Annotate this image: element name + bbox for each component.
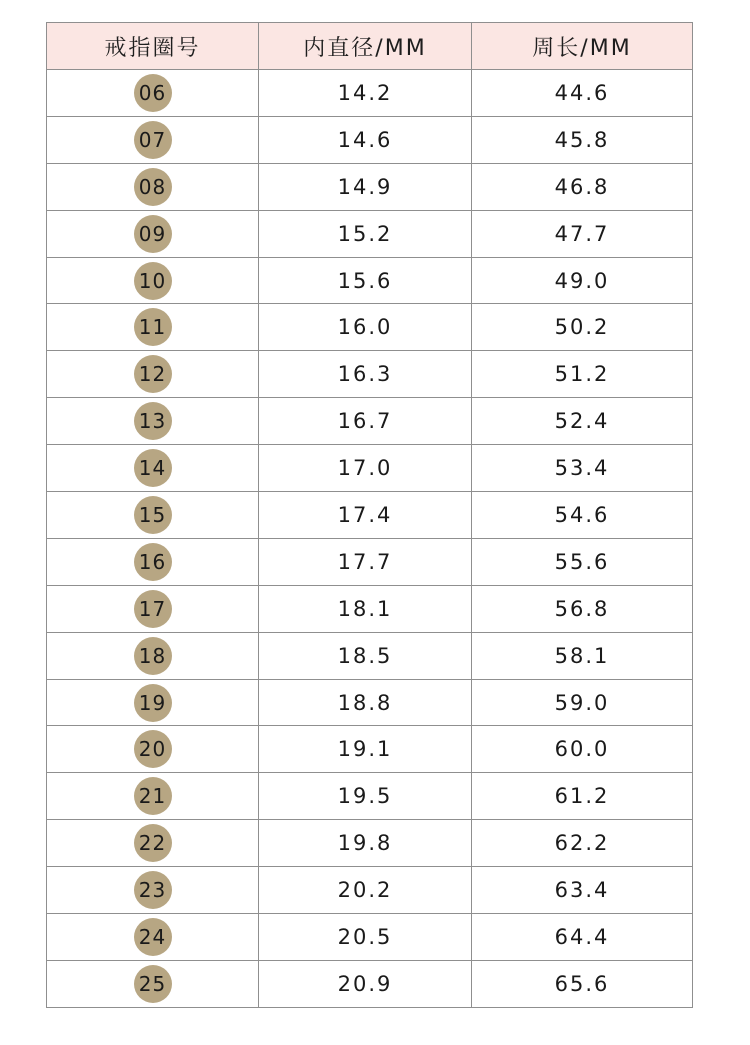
- inner-diameter-cell: 16.0: [259, 304, 472, 351]
- ring-size-badge: 16: [134, 543, 172, 581]
- ring-size-badge: 07: [134, 121, 172, 159]
- header-circumference: 周长/MM: [472, 23, 693, 70]
- table-row: [47, 304, 693, 351]
- inner-diameter-cell: 20.5: [259, 914, 472, 961]
- ring-size-cell: [47, 960, 259, 1007]
- ring-size-badge: 13: [134, 402, 172, 440]
- ring-size-cell: [47, 210, 259, 257]
- inner-diameter-cell: 17.4: [259, 492, 472, 539]
- table-row: [47, 679, 693, 726]
- table-row: [47, 726, 693, 773]
- ring-size-badge: 14: [134, 449, 172, 487]
- ring-size-badge: 09: [134, 215, 172, 253]
- table-row: [47, 398, 693, 445]
- table-row: [47, 257, 693, 304]
- inner-diameter-cell: 20.2: [259, 867, 472, 914]
- circumference-cell: 50.2: [472, 304, 693, 351]
- inner-diameter-cell: 14.9: [259, 163, 472, 210]
- circumference-cell: 59.0: [472, 679, 693, 726]
- ring-size-badge: 24: [134, 918, 172, 956]
- ring-size-badge: 25: [134, 965, 172, 1003]
- table-row: [47, 70, 693, 117]
- inner-diameter-cell: 20.9: [259, 960, 472, 1007]
- circumference-cell: 63.4: [472, 867, 693, 914]
- circumference-cell: 51.2: [472, 351, 693, 398]
- inner-diameter-cell: 18.1: [259, 585, 472, 632]
- ring-size-cell: [47, 820, 259, 867]
- table-row: [47, 351, 693, 398]
- inner-diameter-cell: 16.3: [259, 351, 472, 398]
- inner-diameter-cell: 16.7: [259, 398, 472, 445]
- table-row: [47, 773, 693, 820]
- ring-size-cell: [47, 679, 259, 726]
- ring-size-cell: [47, 398, 259, 445]
- ring-size-badge: 12: [134, 355, 172, 393]
- ring-size-cell: [47, 492, 259, 539]
- table-row: [47, 960, 693, 1007]
- header-inner-diameter: 内直径/MM: [259, 23, 472, 70]
- ring-size-cell: [47, 632, 259, 679]
- circumference-cell: 52.4: [472, 398, 693, 445]
- ring-size-badge: 19: [134, 684, 172, 722]
- circumference-cell: 65.6: [472, 960, 693, 1007]
- table-row: [47, 820, 693, 867]
- circumference-cell: 53.4: [472, 445, 693, 492]
- table-row: [47, 538, 693, 585]
- circumference-cell: 44.6: [472, 70, 693, 117]
- ring-size-badge: 21: [134, 777, 172, 815]
- table-header: [47, 23, 693, 70]
- ring-size-badge: 06: [134, 74, 172, 112]
- ring-size-cell: [47, 163, 259, 210]
- header-row: [47, 23, 693, 70]
- ring-size-badge: 18: [134, 637, 172, 675]
- header-ring-size: 戒指圈号: [47, 23, 259, 70]
- ring-size-badge: 22: [134, 824, 172, 862]
- circumference-cell: 49.0: [472, 257, 693, 304]
- circumference-cell: 64.4: [472, 914, 693, 961]
- inner-diameter-cell: 17.0: [259, 445, 472, 492]
- ring-size-cell: [47, 773, 259, 820]
- ring-size-cell: [47, 914, 259, 961]
- ring-size-table: [46, 22, 693, 1008]
- ring-size-badge: 11: [134, 308, 172, 346]
- circumference-cell: 58.1: [472, 632, 693, 679]
- ring-size-badge: 23: [134, 871, 172, 909]
- circumference-cell: 56.8: [472, 585, 693, 632]
- inner-diameter-cell: 15.6: [259, 257, 472, 304]
- inner-diameter-cell: 18.5: [259, 632, 472, 679]
- ring-size-cell: [47, 585, 259, 632]
- circumference-cell: 46.8: [472, 163, 693, 210]
- circumference-cell: 55.6: [472, 538, 693, 585]
- ring-size-cell: [47, 538, 259, 585]
- ring-size-cell: [47, 116, 259, 163]
- ring-size-cell: [47, 351, 259, 398]
- inner-diameter-cell: 19.5: [259, 773, 472, 820]
- inner-diameter-cell: 18.8: [259, 679, 472, 726]
- ring-size-badge: 08: [134, 168, 172, 206]
- circumference-cell: 61.2: [472, 773, 693, 820]
- circumference-cell: 47.7: [472, 210, 693, 257]
- ring-size-cell: [47, 445, 259, 492]
- inner-diameter-cell: 19.8: [259, 820, 472, 867]
- circumference-cell: 45.8: [472, 116, 693, 163]
- ring-size-cell: [47, 257, 259, 304]
- table-row: [47, 867, 693, 914]
- ring-size-cell: [47, 70, 259, 117]
- table-row: [47, 585, 693, 632]
- circumference-cell: 62.2: [472, 820, 693, 867]
- ring-size-badge: 17: [134, 590, 172, 628]
- inner-diameter-cell: 19.1: [259, 726, 472, 773]
- ring-size-cell: [47, 867, 259, 914]
- table-row: [47, 116, 693, 163]
- table-row: [47, 210, 693, 257]
- circumference-cell: 54.6: [472, 492, 693, 539]
- ring-size-badge: 20: [134, 730, 172, 768]
- table-body: [47, 70, 693, 1008]
- table-row: [47, 163, 693, 210]
- table-row: [47, 445, 693, 492]
- inner-diameter-cell: 15.2: [259, 210, 472, 257]
- table-row: [47, 492, 693, 539]
- ring-size-badge: 10: [134, 262, 172, 300]
- ring-size-cell: [47, 304, 259, 351]
- inner-diameter-cell: 14.6: [259, 116, 472, 163]
- table-row: [47, 632, 693, 679]
- ring-size-cell: [47, 726, 259, 773]
- inner-diameter-cell: 17.7: [259, 538, 472, 585]
- table-row: [47, 914, 693, 961]
- ring-size-badge: 15: [134, 496, 172, 534]
- circumference-cell: 60.0: [472, 726, 693, 773]
- inner-diameter-cell: 14.2: [259, 70, 472, 117]
